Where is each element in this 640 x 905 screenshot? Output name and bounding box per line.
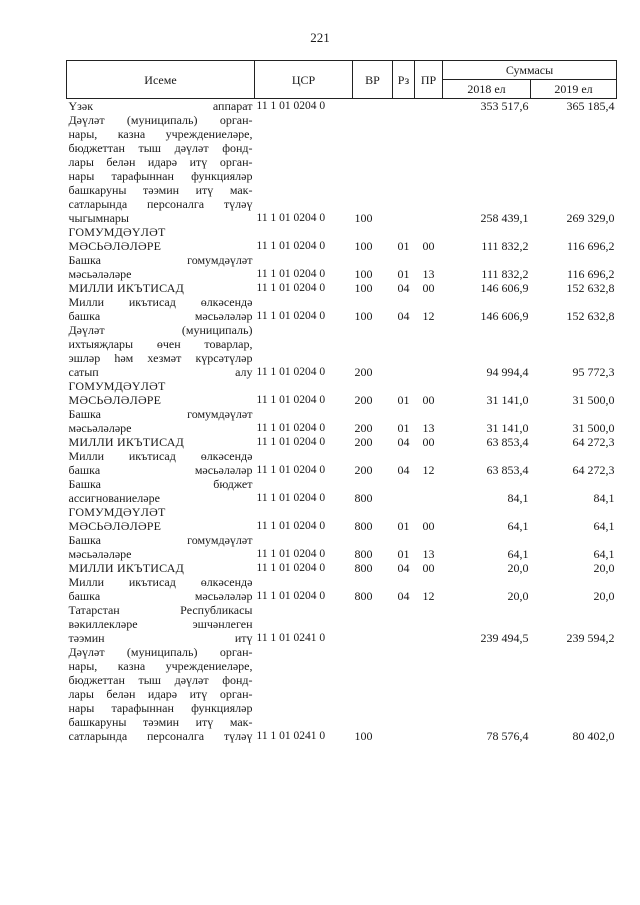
row-vr — [353, 99, 393, 114]
row-name-line: Дәүләт (муниципаль) орган- — [68, 645, 253, 659]
row-name-line: МӘСЬӘЛӘЛӘРЕ — [68, 519, 162, 533]
row-rz — [393, 99, 415, 114]
row-rz: 04 — [397, 463, 410, 477]
row-csr: 11 1 01 0204 0 — [256, 240, 326, 252]
row-name-line: МИЛЛИ ИКЪТИСАД — [68, 281, 184, 295]
row-csr: 11 1 01 0204 0 — [256, 212, 326, 224]
row-pr: 00 — [422, 519, 435, 533]
row-value-2019: 80 402,0 — [572, 729, 615, 743]
row-value-2019: 64,1 — [593, 547, 615, 561]
row-name-line: Дәүләт (муниципаль) орган- — [68, 113, 253, 127]
header-name: Исеме — [67, 61, 255, 99]
row-name-line: нары, казна учреждениеләре, — [68, 127, 253, 141]
row-name-line: Үзәк аппарат — [68, 99, 253, 113]
row-name-line: лары белән идарә итү орган- — [68, 155, 253, 169]
row-name-line: башка мәсьәләләр — [68, 309, 253, 323]
row-value-2019: 20,0 — [593, 589, 615, 603]
table-row — [67, 225, 617, 253]
row-name-line: мәсьәләләре — [68, 547, 132, 561]
row-name-line: Милли икътисад өлкәсендә — [68, 449, 253, 463]
row-name-line: МИЛЛИ ИКЪТИСАД — [68, 561, 184, 575]
row-name-line: башкаруны тәэмин итү мак- — [68, 715, 253, 729]
row-value-2018: 64,1 — [507, 547, 529, 561]
table-row — [67, 253, 617, 281]
row-name-line: нары тарафыннан функцияләр — [68, 169, 253, 183]
row-pr: 12 — [422, 589, 435, 603]
row-name — [67, 295, 255, 323]
row-value-2019: 239 594,2 — [566, 631, 615, 645]
row-vr: 100 — [354, 729, 373, 743]
row-name-line: эшләр һәм хезмәт күрсәтүләр — [68, 351, 253, 365]
table-row — [67, 449, 617, 477]
row-name — [67, 253, 255, 281]
table-row — [67, 603, 617, 645]
row-csr: 11 1 01 0204 0 — [256, 394, 326, 406]
row-name — [67, 561, 255, 575]
row-name — [67, 435, 255, 449]
table-row — [67, 407, 617, 435]
row-name — [67, 407, 255, 435]
row-csr: 11 1 01 0204 0 — [256, 492, 326, 504]
row-name — [67, 477, 255, 505]
row-value-2019: 152 632,8 — [566, 281, 615, 295]
table-row — [67, 533, 617, 561]
table-row — [67, 99, 617, 114]
row-pr: 13 — [422, 547, 435, 561]
row-value-2018: 258 439,1 — [480, 211, 529, 225]
row-name — [67, 505, 255, 533]
row-csr: 11 1 01 0241 0 — [256, 730, 326, 742]
row-name — [67, 379, 255, 407]
row-rz — [393, 113, 415, 225]
table-row — [67, 561, 617, 575]
row-name — [67, 99, 255, 114]
row-name — [67, 449, 255, 477]
row-value-2019: 152 632,8 — [566, 309, 615, 323]
header-sums: Суммасы — [443, 61, 617, 80]
row-csr: 11 1 01 0204 0 — [256, 520, 326, 532]
row-value-2019: 116 696,2 — [566, 267, 615, 281]
row-name-line: нары, казна учреждениеләре, — [68, 659, 253, 673]
row-name-line: вәкиллекләре эшчәнлеген — [68, 617, 253, 631]
row-csr: 11 1 01 0204 0 — [256, 562, 326, 574]
row-name-line: башка мәсьәләләр — [68, 589, 253, 603]
row-name-line: МӘСЬӘЛӘЛӘРЕ — [68, 239, 162, 253]
row-pr: 00 — [422, 393, 435, 407]
row-vr: 200 — [354, 435, 373, 449]
row-pr: 00 — [422, 239, 435, 253]
header-csr: ЦСР — [255, 61, 353, 99]
row-value-2018: 239 494,5 — [480, 631, 529, 645]
row-value-2018: 31 141,0 — [486, 393, 529, 407]
table-row — [67, 645, 617, 743]
row-value-2018: 94 994,4 — [486, 365, 529, 379]
row-pr: 00 — [422, 281, 435, 295]
row-name-line: сатларында персоналга түләү — [68, 197, 253, 211]
header-vr: ВР — [353, 61, 393, 99]
row-rz — [393, 477, 415, 505]
row-vr: 200 — [354, 421, 373, 435]
budget-table — [66, 60, 617, 743]
row-name — [67, 113, 255, 225]
row-csr: 11 1 01 0204 0 — [256, 422, 326, 434]
row-csr: 11 1 01 0204 0 — [256, 100, 326, 112]
row-rz: 04 — [397, 561, 410, 575]
row-name-line: Дәүләт (муниципаль) — [68, 323, 253, 337]
row-pr — [415, 113, 443, 225]
row-rz: 01 — [397, 519, 410, 533]
row-pr: 12 — [422, 463, 435, 477]
row-vr: 100 — [354, 267, 373, 281]
row-name-line: Башка гомумдәүләт — [68, 533, 253, 547]
row-rz: 04 — [397, 281, 410, 295]
row-value-2018: 64,1 — [507, 519, 529, 533]
row-name-line: мәсьәләләре — [68, 421, 132, 435]
row-value-2019: 116 696,2 — [566, 239, 615, 253]
table-header — [67, 61, 617, 99]
header-2019: 2019 ел — [531, 80, 617, 99]
row-pr — [415, 603, 443, 645]
row-csr: 11 1 01 0204 0 — [256, 464, 326, 476]
row-name-line: нары тарафыннан функцияләр — [68, 701, 253, 715]
row-value-2018: 63 853,4 — [486, 463, 529, 477]
row-rz: 01 — [397, 393, 410, 407]
row-pr — [415, 645, 443, 743]
row-rz — [393, 603, 415, 645]
row-csr: 11 1 01 0204 0 — [256, 310, 326, 322]
row-value-2019: 84,1 — [593, 491, 615, 505]
row-vr: 800 — [354, 491, 373, 505]
row-name-line: башкаруны тәэмин итү мак- — [68, 183, 253, 197]
row-name-line: мәсьәләләре — [68, 267, 132, 281]
table-row — [67, 575, 617, 603]
row-pr: 00 — [422, 435, 435, 449]
row-csr: 11 1 01 0204 0 — [256, 590, 326, 602]
row-rz: 01 — [397, 421, 410, 435]
row-value-2018: 20,0 — [507, 561, 529, 575]
row-name-line: МИЛЛИ ИКЪТИСАД — [68, 435, 184, 449]
row-value-2019: 64 272,3 — [572, 463, 615, 477]
row-value-2018: 146 606,9 — [480, 309, 529, 323]
row-vr: 800 — [354, 561, 373, 575]
row-value-2018: 20,0 — [507, 589, 529, 603]
row-name-line: Татарстан Республикасы — [68, 603, 253, 617]
row-vr: 800 — [354, 589, 373, 603]
row-rz: 04 — [397, 435, 410, 449]
row-vr: 100 — [354, 281, 373, 295]
row-value-2019: 64,1 — [593, 519, 615, 533]
row-value-2019: 365 185,4 — [566, 99, 615, 113]
row-name-line: лары белән идарә итү орган- — [68, 687, 253, 701]
row-rz: 01 — [397, 239, 410, 253]
row-value-2018: 111 832,2 — [481, 239, 529, 253]
row-name-line: бюджеттан тыш дәүләт фонд- — [68, 141, 253, 155]
row-csr: 11 1 01 0204 0 — [256, 436, 326, 448]
row-value-2018: 353 517,6 — [480, 99, 529, 113]
row-pr: 13 — [422, 267, 435, 281]
table-row — [67, 281, 617, 295]
row-rz — [393, 645, 415, 743]
row-name-line: Башка бюджет — [68, 477, 253, 491]
header-2018: 2018 ел — [443, 80, 531, 99]
table-row — [67, 505, 617, 533]
row-value-2019: 31 500,0 — [572, 393, 615, 407]
table-row — [67, 295, 617, 323]
row-pr: 00 — [422, 561, 435, 575]
row-value-2018: 31 141,0 — [486, 421, 529, 435]
row-name-line: ГОМУМДӘҮЛӘТ — [68, 505, 166, 519]
row-name-line: ГОМУМДӘҮЛӘТ — [68, 379, 166, 393]
row-name — [67, 645, 255, 743]
row-pr — [415, 477, 443, 505]
row-vr: 200 — [354, 463, 373, 477]
table-row — [67, 477, 617, 505]
row-name-line: сатларында персоналга түләү — [68, 729, 253, 743]
row-vr: 800 — [354, 519, 373, 533]
row-csr: 11 1 01 0204 0 — [256, 282, 326, 294]
row-name — [67, 323, 255, 379]
row-name-line: ассигнованиеләре — [68, 491, 160, 505]
row-value-2019: 64 272,3 — [572, 435, 615, 449]
row-name-line: башка мәсьәләләр — [68, 463, 253, 477]
row-vr: 200 — [354, 393, 373, 407]
row-name-line: Башка гомумдәүләт — [68, 253, 253, 267]
row-rz: 04 — [397, 309, 410, 323]
row-value-2019: 31 500,0 — [572, 421, 615, 435]
row-rz: 01 — [397, 267, 410, 281]
header-pr: ПР — [415, 61, 443, 99]
row-name — [67, 575, 255, 603]
row-name — [67, 603, 255, 645]
row-name-line: бюджеттан тыш дәүләт фонд- — [68, 673, 253, 687]
row-vr: 100 — [354, 211, 373, 225]
row-value-2019: 269 329,0 — [566, 211, 615, 225]
row-name-line: Башка гомумдәүләт — [68, 407, 253, 421]
row-pr: 13 — [422, 421, 435, 435]
table-body — [67, 99, 617, 744]
row-value-2019: 95 772,3 — [572, 365, 615, 379]
row-name — [67, 533, 255, 561]
row-value-2018: 146 606,9 — [480, 281, 529, 295]
row-value-2018: 111 832,2 — [481, 267, 529, 281]
page-number: 221 — [310, 30, 330, 45]
table-row — [67, 113, 617, 225]
row-csr: 11 1 01 0204 0 — [256, 268, 326, 280]
row-vr: 100 — [354, 309, 373, 323]
row-rz — [393, 323, 415, 379]
row-csr: 11 1 01 0204 0 — [256, 548, 326, 560]
row-name — [67, 225, 255, 253]
row-name-line: сатып алу — [68, 365, 253, 379]
row-vr — [353, 603, 393, 645]
row-name-line: МӘСЬӘЛӘЛӘРЕ — [68, 393, 162, 407]
row-value-2019: 20,0 — [593, 561, 615, 575]
row-name-line: чыгымнары — [68, 211, 129, 225]
row-rz: 01 — [397, 547, 410, 561]
row-name-line: Милли икътисад өлкәсендә — [68, 295, 253, 309]
row-name — [67, 281, 255, 295]
row-name-line: Милли икътисад өлкәсендә — [68, 575, 253, 589]
row-pr — [415, 323, 443, 379]
row-pr: 12 — [422, 309, 435, 323]
row-value-2018: 63 853,4 — [486, 435, 529, 449]
row-vr: 800 — [354, 547, 373, 561]
row-name-line: ихтыяҗлары өчен товарлар, — [68, 337, 253, 351]
row-csr: 11 1 01 0241 0 — [256, 632, 326, 644]
row-vr: 200 — [354, 365, 373, 379]
table-row — [67, 323, 617, 379]
row-rz: 04 — [397, 589, 410, 603]
row-csr: 11 1 01 0204 0 — [256, 366, 326, 378]
row-name-line: тәэмин итү — [68, 631, 253, 645]
table-row — [67, 379, 617, 407]
row-vr: 100 — [354, 239, 373, 253]
header-rz: Рз — [393, 61, 415, 99]
table-row — [67, 435, 617, 449]
row-value-2018: 84,1 — [507, 491, 529, 505]
row-name-line: ГОМУМДӘҮЛӘТ — [68, 225, 166, 239]
row-pr — [415, 99, 443, 114]
row-value-2018: 78 576,4 — [486, 729, 529, 743]
